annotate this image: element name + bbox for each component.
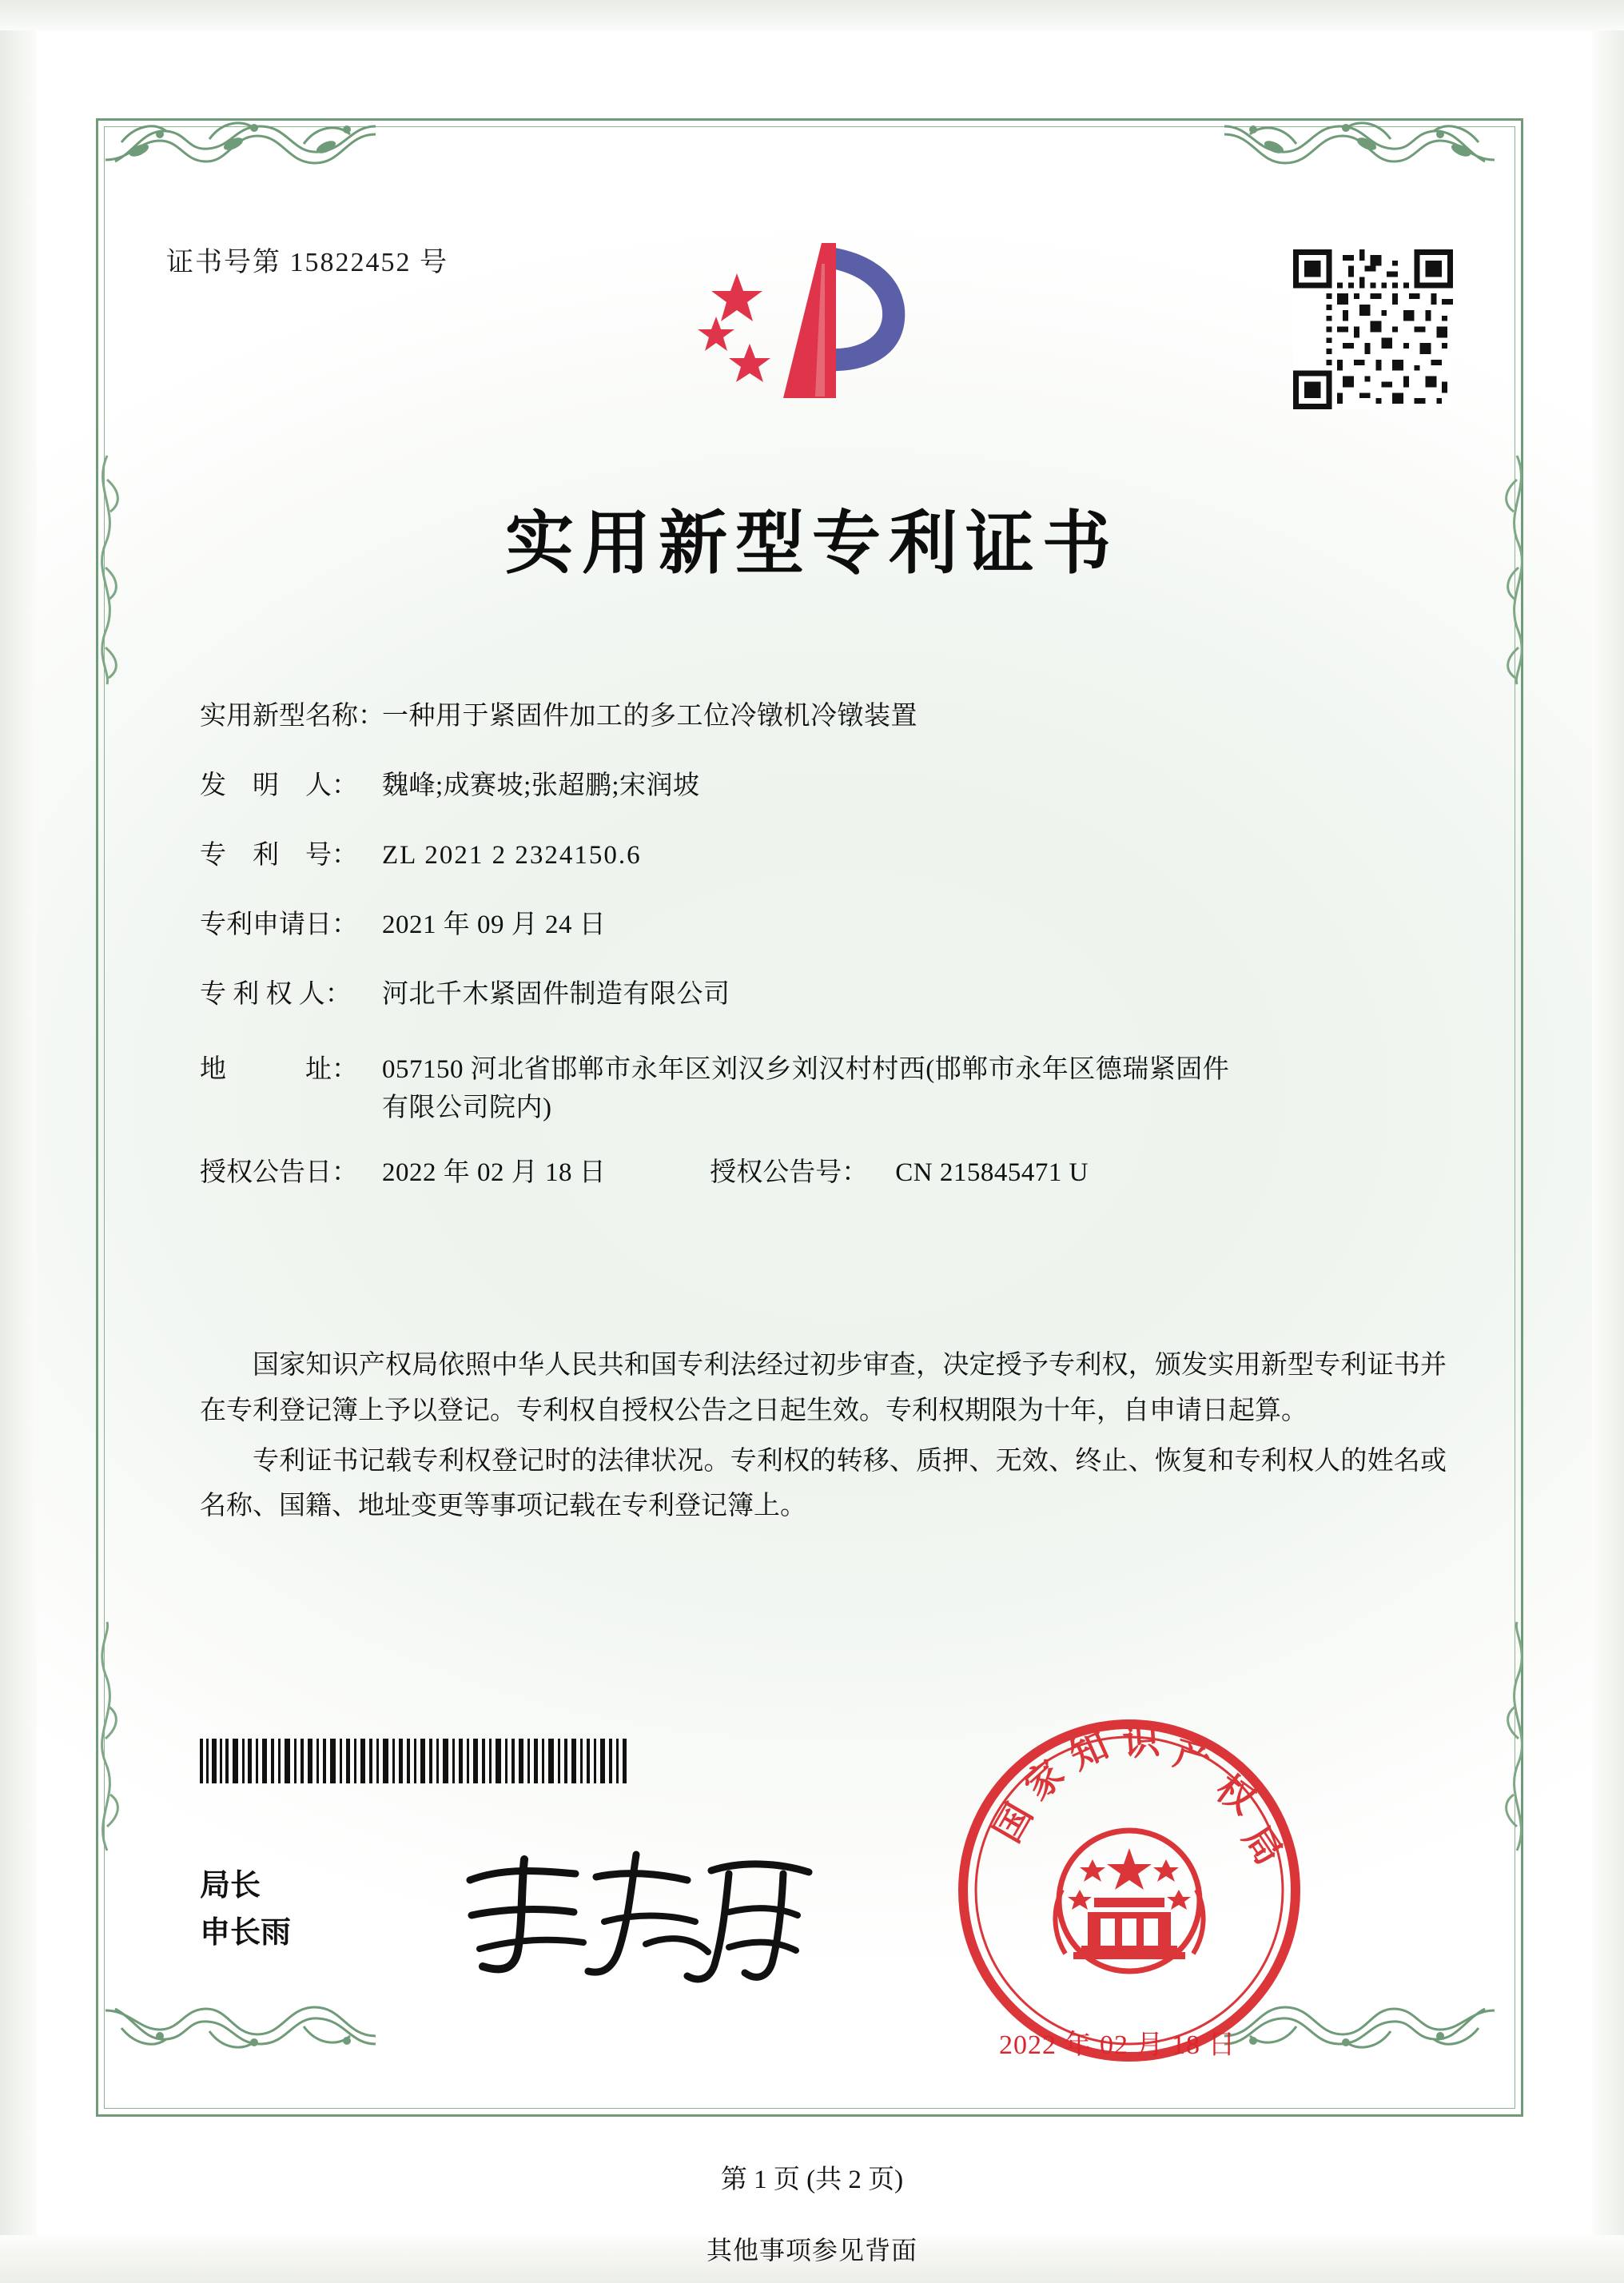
certificate-fields [200, 703, 1447, 1223]
field-row-grant [200, 1157, 1447, 1187]
director-title-label: 局长 [200, 1869, 261, 1902]
corner-flourish-icon [943, 94, 1503, 172]
svg-text:产: 产 [1169, 1731, 1216, 1782]
certificate-number: 证书号第 15822452 号 [166, 248, 448, 277]
paper-edge-left [0, 0, 37, 2283]
director-name: 申长雨 [200, 1915, 292, 1950]
field-value-filing-date: 2021 年 09 月 24 日 [382, 910, 607, 939]
field-value-inventors: 魏峰;成赛坡;张超鹏;宋润坡 [382, 771, 700, 800]
field-label-grant-date: 授权公告日： [200, 1157, 358, 1187]
corner-flourish-icon [98, 1998, 657, 2076]
field-value-name: 一种用于紧固件加工的多工位冷镦机冷镦装置 [382, 702, 917, 731]
side-flourish-icon [1496, 1615, 1541, 1859]
cnipa-red-seal-icon [949, 1711, 1309, 2070]
page-title: 实用新型专利证书 [505, 503, 1119, 584]
field-value-patentee: 河北千木紧固件制造有限公司 [382, 980, 730, 1009]
field-label-filing-date: 专利申请日： [200, 910, 358, 939]
field-label-address: 地 址： [200, 1055, 358, 1084]
director-block [200, 1863, 291, 1957]
field-label-name: 实用新型名称： [200, 702, 384, 731]
back-side-note: 其他事项参见背面 [706, 2236, 917, 2265]
svg-text:权: 权 [1208, 1767, 1263, 1823]
field-row-inventors [200, 773, 1447, 799]
field-label-inventors: 发 明 人： [200, 771, 358, 800]
barcode-icon [200, 1739, 631, 1783]
field-label-patentee: 专 利 权 人： [200, 980, 352, 1009]
field-value-grant-number: CN 215845471 U [895, 1157, 1089, 1187]
field-label-grant-number: 授权公告号： [710, 1157, 869, 1187]
paper-edge-top [0, 0, 1624, 30]
field-row-name [200, 703, 1447, 730]
svg-text:识: 识 [1121, 1719, 1161, 1763]
field-value-grant-date: 2022 年 02 月 18 日 [382, 1157, 607, 1187]
svg-text:国: 国 [986, 1796, 1041, 1849]
body-paragraph-2: 专利证书记载专利权登记时的法律状况。专利权的转移、质押、无效、终止、恢复和专利权人的姓名或名称、国籍、地址变更等事项记载在专利登记簿上。 [200, 1446, 1447, 1521]
side-flourish-icon [83, 1615, 128, 1859]
field-row-filing-date [200, 912, 1447, 938]
field-value-patent-number: ZL 2021 2 2324150.6 [382, 841, 642, 870]
field-row-patent-number [200, 843, 1447, 869]
page-indicator: 第 1 页 (共 2 页) [720, 2165, 904, 2194]
qr-code-icon [1293, 249, 1453, 409]
svg-text:家: 家 [1017, 1752, 1072, 1808]
svg-text:知: 知 [1064, 1724, 1115, 1778]
field-row-address [200, 1051, 1447, 1128]
body-paragraph-1: 国家知识产权局依照中华人民共和国专利法经过初步审查，决定授予专利权，颁发实用新型专利证书并在专利登记簿上予以登记。专利权自授权公告之日起生效。专利权期限为十年，自申请日起算。 [200, 1351, 1447, 1425]
director-signature-icon [448, 1839, 831, 1990]
cnipa-logo-icon [687, 232, 943, 428]
seal-date: 2022 年 02 月 18 日 [999, 2030, 1236, 2060]
field-row-patentee [200, 982, 1447, 1008]
certificate-body [200, 1343, 1447, 1534]
svg-text:局: 局 [1235, 1819, 1290, 1872]
paper-edge-right [1592, 0, 1624, 2283]
field-label-patent-number: 专 利 号： [200, 841, 358, 870]
corner-flourish-icon [98, 94, 657, 172]
field-value-address: 057150 河北省邯郸市永年区刘汉乡刘汉村村西(邯郸市永年区德瑞紧固件有限公司院内) [382, 1055, 1230, 1122]
